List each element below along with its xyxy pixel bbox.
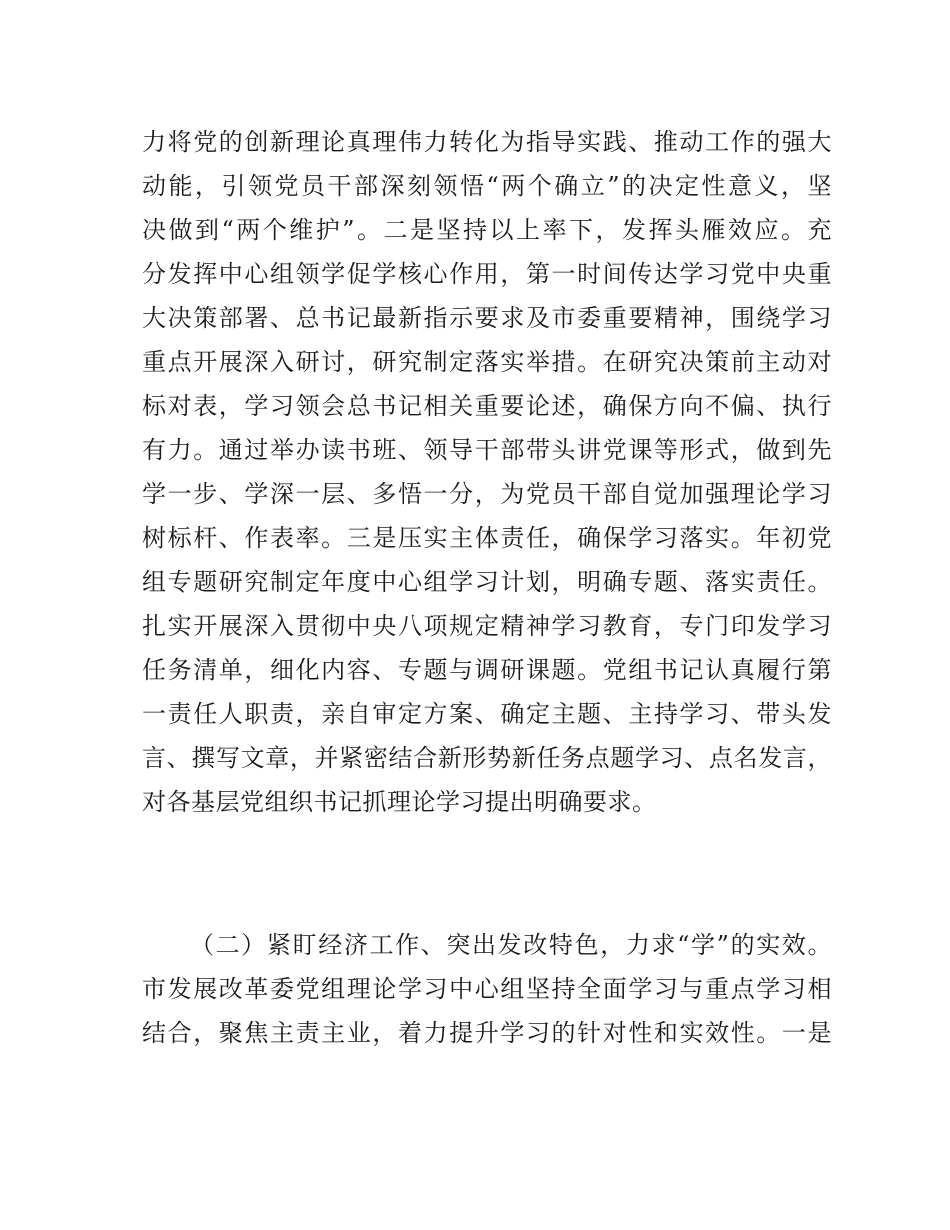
text-line: 市发展改革委党组理论学习中心组坚持全面学习与重点学习相 xyxy=(142,975,832,1003)
text-line: 对各基层党组织书记抓理论学习提出明确要求。 xyxy=(142,788,657,816)
text-line: 动能，引领党员干部深刻领悟“两个确立”的决定性意义，坚 xyxy=(142,172,832,200)
text-line: 学一步、学深一层、多悟一分，为党员干部自觉加强理论学习 xyxy=(142,480,832,508)
text-line: 树标杆、作表率。三是压实主体责任，确保学习落实。年初党 xyxy=(142,524,832,552)
paragraph-1 xyxy=(142,120,832,824)
text-line: 言、撰写文章，并紧密结合新形势新任务点题学习、点名发言， xyxy=(142,744,832,772)
text-line: 扎实开展深入贯彻中央八项规定精神学习教育，专门印发学习 xyxy=(142,612,832,640)
text-line: 组专题研究制定年度中心组学习计划，明确专题、落实责任。 xyxy=(142,568,832,596)
text-line: 分发挥中心组领学促学核心作用，第一时间传达学习党中央重 xyxy=(142,260,832,288)
text-line: 决做到“两个维护”。二是坚持以上率下，发挥头雁效应。充 xyxy=(142,216,832,244)
text-line: 重点开展深入研讨，研究制定落实举措。在研究决策前主动对 xyxy=(142,348,832,376)
section-heading-line: （二）紧盯经济工作、突出发改特色，力求“学”的实效。 xyxy=(190,931,832,959)
text-line: 一责任人职责，亲自审定方案、确定主题、主持学习、带头发 xyxy=(142,700,832,728)
text-line: 任务清单，细化内容、专题与调研课题。党组书记认真履行第 xyxy=(142,656,832,684)
text-line: 大决策部署、总书记最新指示要求及市委重要精神，围绕学习 xyxy=(142,304,832,332)
text-line: 结合，聚焦主责主业，着力提升学习的针对性和实效性。一是 xyxy=(142,1019,832,1047)
paragraph-2 xyxy=(142,923,832,1055)
text-line: 标对表，学习领会总书记相关重要论述，确保方向不偏、执行 xyxy=(142,392,832,420)
text-line: 力将党的创新理论真理伟力转化为指导实践、推动工作的强大 xyxy=(142,128,832,156)
text-line: 有力。通过举办读书班、领导干部带头讲党课等形式，做到先 xyxy=(142,436,832,464)
